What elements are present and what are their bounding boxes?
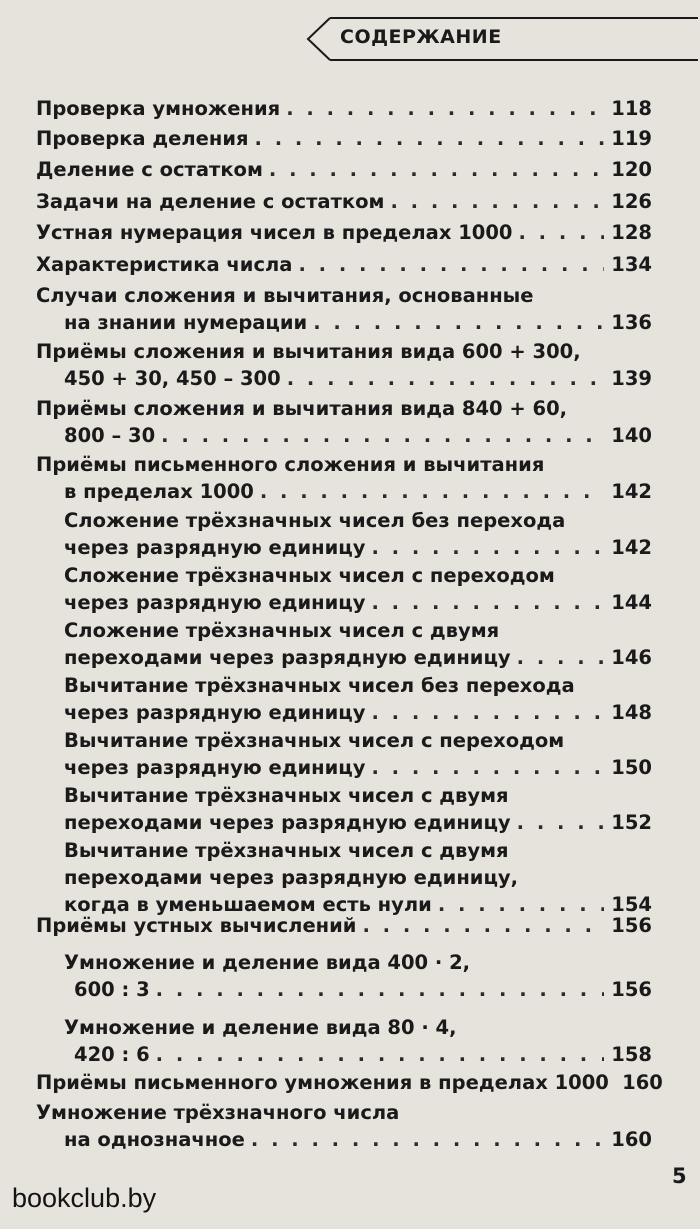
toc-page-number: 126 xyxy=(611,190,652,213)
dot-leader xyxy=(390,189,604,215)
toc-entry-title-line: Случаи сложения и вычитания, основанные xyxy=(36,284,534,307)
toc-entry-title-line: Сложение трёхзначных чисел с переходом xyxy=(64,564,555,587)
toc-page-number: 152 xyxy=(611,811,652,834)
page-number: 5 xyxy=(672,1164,687,1188)
section-title: СОДЕРЖАНИЕ xyxy=(340,26,502,48)
toc-page-number: 128 xyxy=(611,221,652,244)
toc-entry-title-line: через разрядную единицу xyxy=(64,591,366,614)
toc-entry-title-line: Вычитание трёхзначных чисел без перехода xyxy=(64,674,575,697)
toc-page-number: 142 xyxy=(611,536,652,559)
toc-entry-last-line xyxy=(36,189,652,215)
toc-page-number: 142 xyxy=(611,480,652,503)
dot-leader xyxy=(371,535,604,561)
toc-entry xyxy=(0,126,700,153)
toc-entry xyxy=(0,96,700,123)
toc-entry-title-line: Приёмы письменного умножения в пределах 1000 xyxy=(36,1071,609,1094)
toc-entry xyxy=(0,396,700,450)
dot-leader xyxy=(517,645,604,671)
toc-entry-title-line: 600 : 3 xyxy=(74,978,150,1001)
dot-leader xyxy=(313,310,604,336)
toc-entry-title-line: Сложение трёхзначных чисел с двумя xyxy=(64,619,500,642)
toc-page-number: 156 xyxy=(611,978,652,1001)
toc-entry xyxy=(0,838,700,919)
toc-page-number: 119 xyxy=(611,127,652,150)
toc-page-number: 144 xyxy=(611,591,652,614)
toc-entry-last-line xyxy=(74,1042,652,1068)
toc-entry xyxy=(0,220,700,247)
dot-leader xyxy=(298,252,604,278)
toc-entry-title-line: через разрядную единицу xyxy=(64,756,366,779)
dot-leader xyxy=(269,157,604,183)
toc-entry xyxy=(0,1100,700,1154)
toc-entry-last-line xyxy=(64,423,652,449)
toc-entry xyxy=(0,189,700,216)
toc-entry xyxy=(0,283,700,337)
toc-entry-title-line: в пределах 1000 xyxy=(64,480,254,503)
toc-entry-title-line: Умножение и деление вида 400 · 2, xyxy=(64,951,471,974)
toc-entry-last-line xyxy=(36,157,652,183)
toc-entry-title-line: Приёмы устных вычислений xyxy=(36,914,357,937)
toc-page-number: 139 xyxy=(611,367,652,390)
toc-entry-last-line xyxy=(64,366,652,392)
toc-page-number: 118 xyxy=(611,97,652,120)
toc-page-number: 120 xyxy=(611,158,652,181)
toc-entry xyxy=(0,452,700,506)
dot-leader xyxy=(156,1042,604,1068)
toc-entry-title-line: Характеристика числа xyxy=(36,253,293,276)
dot-leader xyxy=(255,126,604,152)
toc-entry-last-line xyxy=(64,1127,652,1153)
toc-entry-title-line: Умножение трёхзначного числа xyxy=(36,1101,400,1124)
toc-entry-title-line: переходами через разрядную единицу xyxy=(64,811,511,834)
toc-entry-title-line: когда в уменьшаемом есть нули xyxy=(64,893,432,916)
dot-leader xyxy=(517,810,604,836)
toc-entry-last-line xyxy=(64,645,652,671)
toc-entry xyxy=(0,252,700,279)
dot-leader xyxy=(371,590,604,616)
toc-entry-last-line xyxy=(36,1070,663,1096)
toc-entry-last-line xyxy=(64,700,652,726)
toc-entry-last-line xyxy=(36,126,652,152)
toc-page-number: 160 xyxy=(622,1071,663,1094)
toc-entry xyxy=(0,673,700,727)
section-header-tab xyxy=(300,14,700,64)
toc-page-number: 158 xyxy=(611,1043,652,1066)
dot-leader xyxy=(362,913,604,939)
toc-entry xyxy=(0,508,700,562)
toc-entry-title-line: на однозначное xyxy=(64,1128,245,1151)
toc-page-number: 146 xyxy=(611,646,652,669)
dot-leader xyxy=(371,700,604,726)
toc-entry-title-line: Проверка деления xyxy=(36,127,249,150)
toc-page-number: 156 xyxy=(611,914,652,937)
toc-entry xyxy=(0,783,700,837)
toc-entry-last-line xyxy=(64,590,652,616)
dot-leader xyxy=(518,220,604,246)
dot-leader xyxy=(156,977,604,1003)
toc-entry-last-line xyxy=(36,252,652,278)
toc-entry-last-line xyxy=(64,810,652,836)
toc-entry xyxy=(0,950,700,1004)
toc-entry xyxy=(0,157,700,184)
toc-entry xyxy=(0,728,700,782)
toc-entry-last-line xyxy=(36,96,652,122)
toc-entry-title-line: Вычитание трёхзначных чисел с переходом xyxy=(64,729,565,752)
toc-entry-title-line: через разрядную единицу xyxy=(64,701,366,724)
toc-entry-title-line: Проверка умножения xyxy=(36,97,281,120)
toc-entry-title-line: Приёмы сложения и вычитания вида 600 + 300, xyxy=(36,340,581,363)
dot-leader xyxy=(260,479,604,505)
toc-entry-last-line xyxy=(64,535,652,561)
toc-entry-last-line xyxy=(74,977,652,1003)
toc-entry-title-line: Деление с остатком xyxy=(36,158,263,181)
dot-leader xyxy=(161,423,604,449)
toc-entry-title-line: Сложение трёхзначных чисел без перехода xyxy=(64,509,566,532)
toc-page-number: 134 xyxy=(611,253,652,276)
toc-page-number: 154 xyxy=(611,893,652,916)
toc-entry-last-line xyxy=(64,479,652,505)
toc-entry-last-line xyxy=(36,220,652,246)
toc-entry xyxy=(0,1070,700,1097)
toc-entry-last-line xyxy=(36,913,652,939)
toc-entry-title-line: 800 – 30 xyxy=(64,424,156,447)
toc-entry-title-line: Приёмы сложения и вычитания вида 840 + 60, xyxy=(36,397,568,420)
toc-entry xyxy=(0,913,700,940)
toc-entry-title-line: 420 : 6 xyxy=(74,1043,150,1066)
toc-entry-title-line: переходами через разрядную единицу, xyxy=(64,866,519,889)
toc-entry xyxy=(0,1015,700,1069)
dot-leader xyxy=(371,755,604,781)
dot-leader xyxy=(251,1127,604,1153)
toc-entry-title-line: Приёмы письменного сложения и вычитания xyxy=(36,453,545,476)
toc-entry xyxy=(0,339,700,393)
toc-entry-title-line: Устная нумерация чисел в пределах 1000 xyxy=(36,221,513,244)
toc-entry-title-line: Вычитание трёхзначных чисел с двумя xyxy=(64,784,509,807)
toc-page-number: 150 xyxy=(611,756,652,779)
toc-entry-last-line xyxy=(64,310,652,336)
toc-page-number: 160 xyxy=(611,1128,652,1151)
dot-leader xyxy=(287,366,604,392)
toc-entry-title-line: переходами через разрядную единицу xyxy=(64,646,511,669)
toc-entry-title-line: Вычитание трёхзначных чисел с двумя xyxy=(64,839,509,862)
toc-entry xyxy=(0,618,700,672)
toc-page-number: 136 xyxy=(611,311,652,334)
toc-page-number: 148 xyxy=(611,701,652,724)
toc-entry-title-line: Умножение и деление вида 80 · 4, xyxy=(64,1016,457,1039)
watermark-text: bookclub.by xyxy=(12,1183,157,1213)
toc-entry xyxy=(0,563,700,617)
toc-entry-title-line: Задачи на деление с остатком xyxy=(36,190,385,213)
toc-entry-title-line: через разрядную единицу xyxy=(64,536,366,559)
toc-page-number: 140 xyxy=(611,424,652,447)
toc-entry-title-line: на знании нумерации xyxy=(64,311,308,334)
toc-entry-title-line: 450 + 30, 450 – 300 xyxy=(64,367,281,390)
toc-entry-last-line xyxy=(64,755,652,781)
dot-leader xyxy=(286,96,604,122)
